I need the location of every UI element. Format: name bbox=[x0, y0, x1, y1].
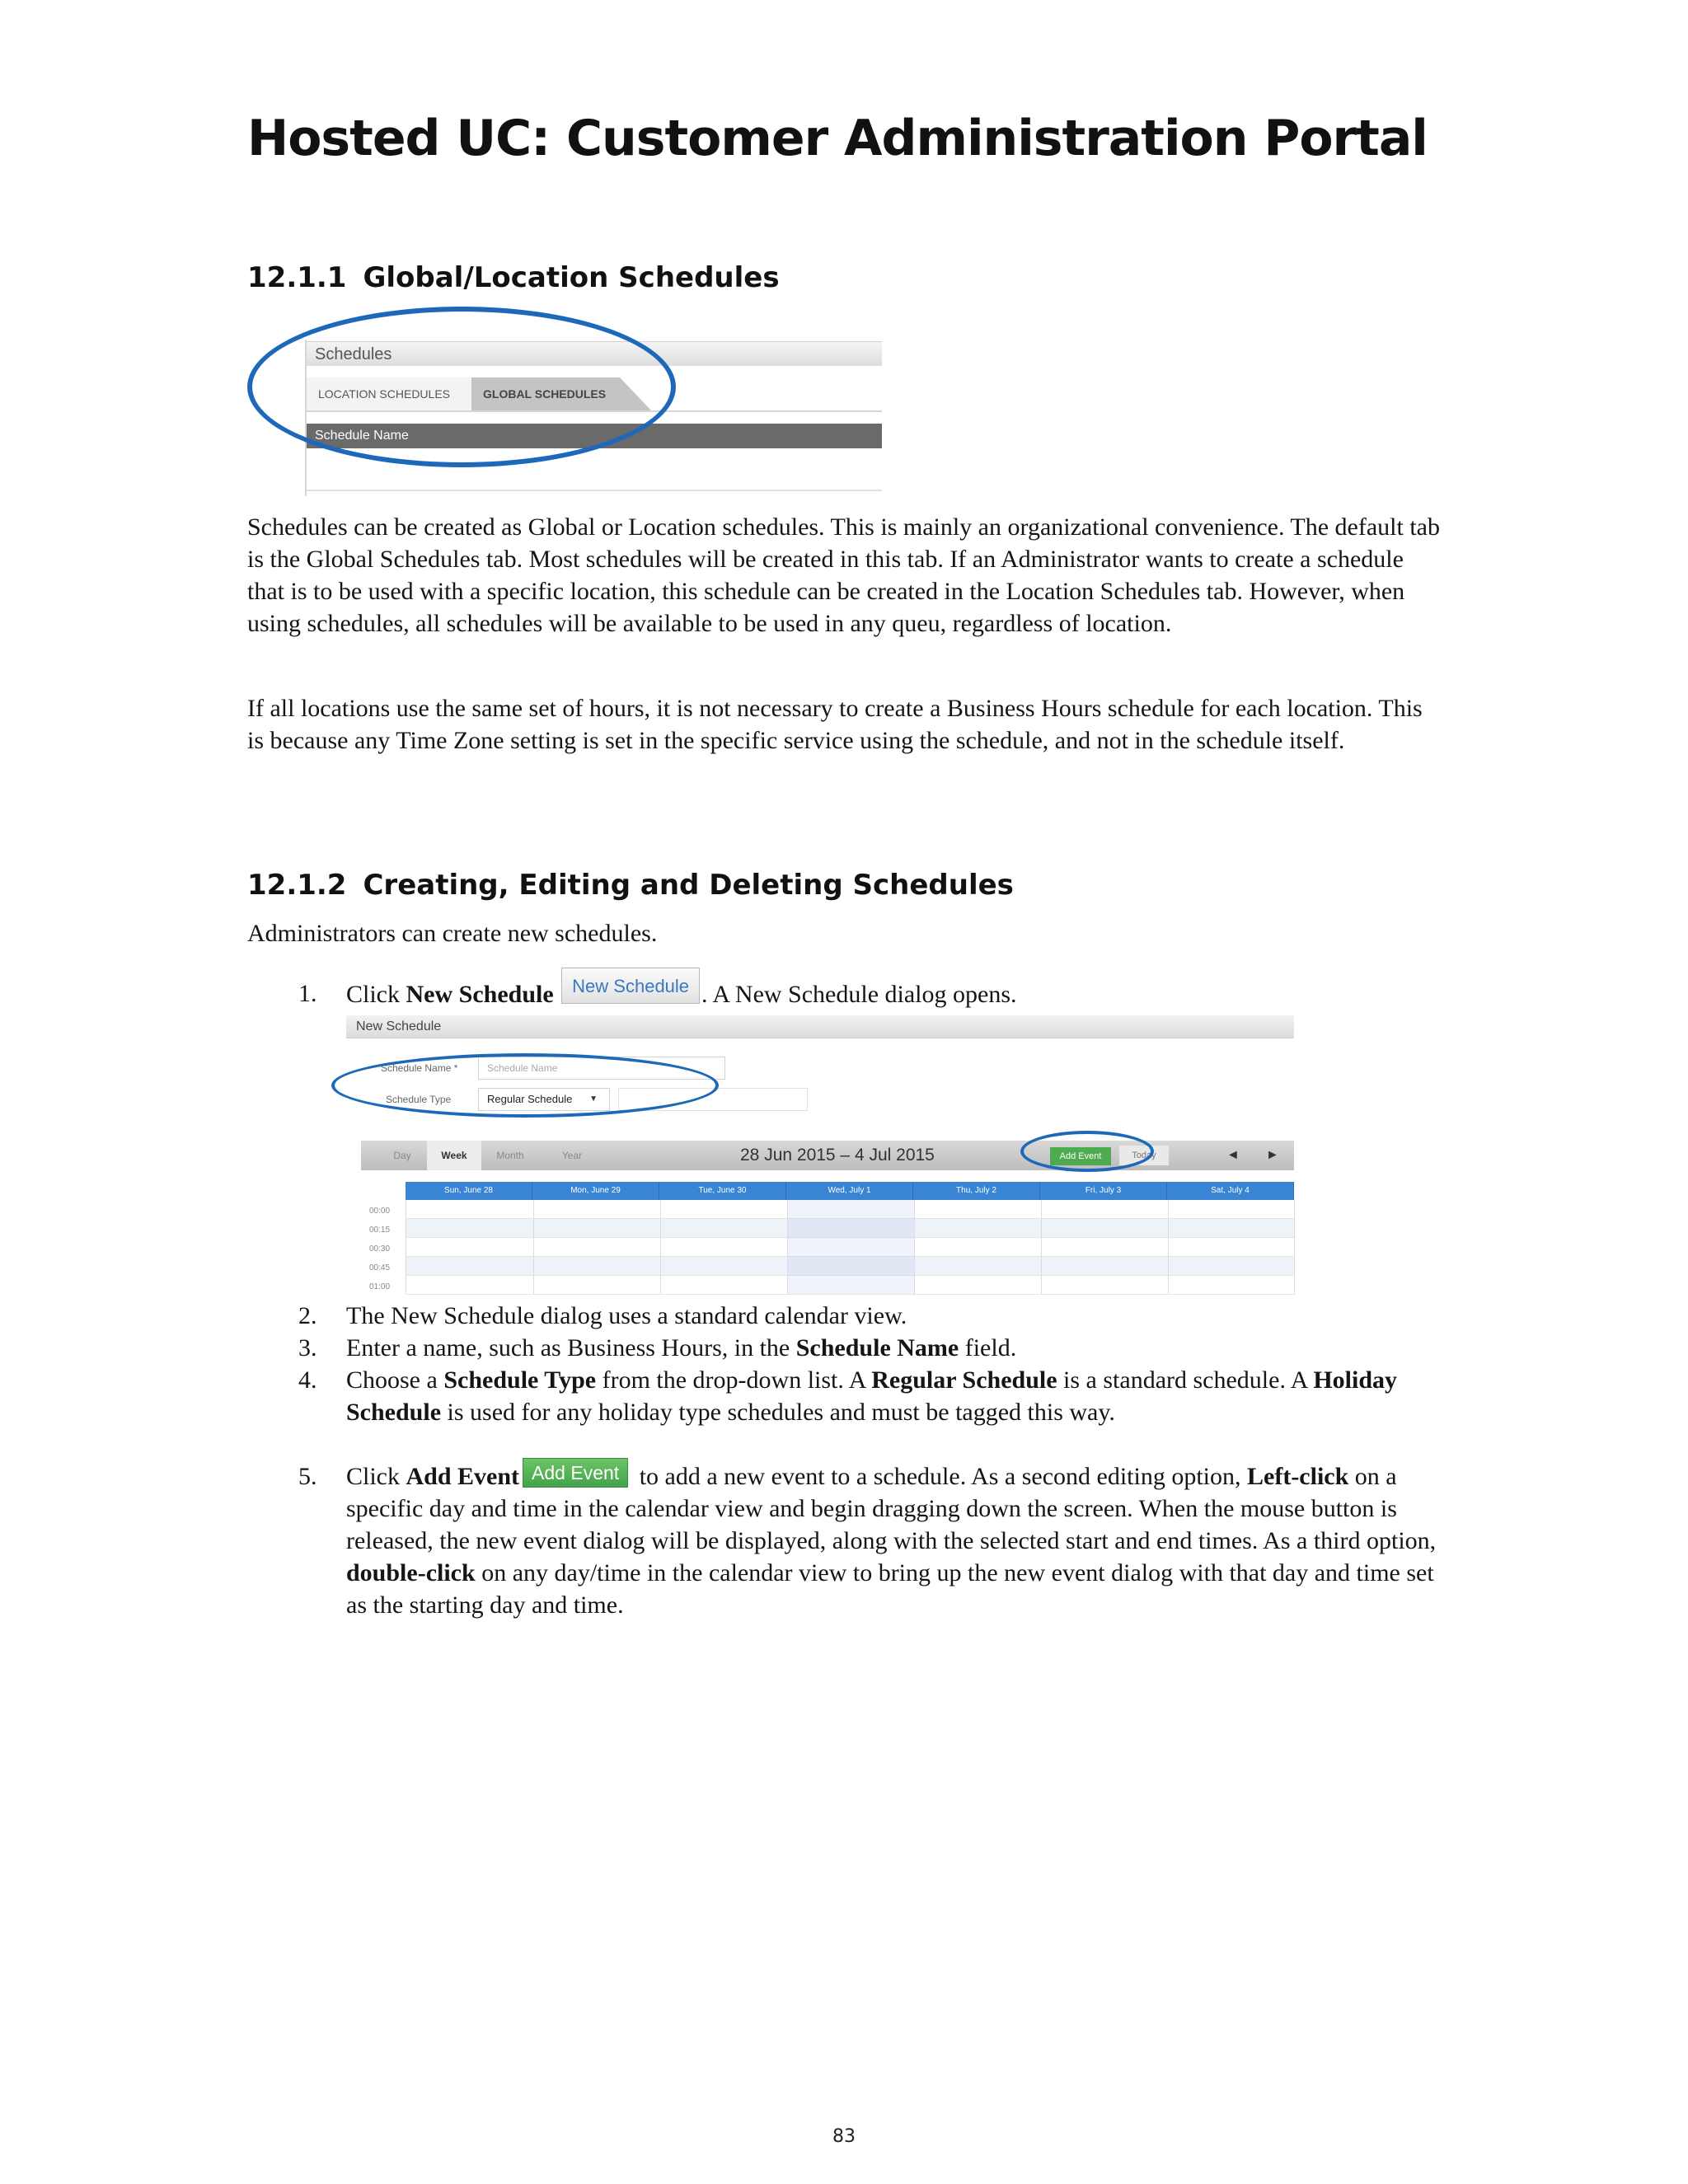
add-event-button[interactable]: Add Event bbox=[1050, 1147, 1111, 1165]
new-schedule-button[interactable]: New Schedule bbox=[561, 968, 700, 1004]
prev-icon[interactable]: ◄ bbox=[1226, 1148, 1240, 1162]
day-header: Tue, June 30 bbox=[659, 1182, 786, 1200]
section-number: 12.1.2 bbox=[247, 869, 347, 902]
schedule-type-label: Schedule Type bbox=[386, 1094, 452, 1105]
step-number: 3. bbox=[298, 1334, 317, 1361]
step-text: from the drop-down list. A bbox=[596, 1366, 872, 1394]
grid-line bbox=[533, 1200, 534, 1294]
grid-line bbox=[1168, 1200, 1169, 1294]
step-bold-text: Left-click bbox=[1247, 1463, 1349, 1490]
step-bold-text: Schedule Type bbox=[443, 1366, 597, 1394]
calendar-day-header bbox=[406, 1182, 1294, 1200]
view-year[interactable]: Year bbox=[561, 1150, 583, 1161]
schedule-name-column-header: Schedule Name bbox=[307, 424, 882, 448]
grid-line bbox=[914, 1200, 915, 1294]
day-header: Thu, July 2 bbox=[913, 1182, 1040, 1200]
page-number: 83 bbox=[832, 2126, 856, 2147]
step-bold-text: New Schedule bbox=[406, 981, 554, 1008]
step-text: to add a new event to a schedule. As a second editing option, bbox=[633, 1463, 1248, 1490]
paragraph-time-zone: If all locations use the same set of hours, it is not necessary to create a Business Hours schedule for each location. This is because any Time Zone setting is set in the specific service using the schedule, and not in the schedule itself. bbox=[247, 695, 1423, 754]
step-4 bbox=[346, 1364, 1442, 1428]
section-heading-global-location bbox=[247, 260, 780, 296]
schedules-tabs-screenshot bbox=[247, 307, 882, 498]
next-icon[interactable]: ► bbox=[1266, 1148, 1279, 1162]
day-header: Mon, June 29 bbox=[532, 1182, 659, 1200]
date-range: 28 Jun 2015 – 4 Jul 2015 bbox=[740, 1146, 935, 1165]
step-bold-text: double-click bbox=[346, 1559, 476, 1586]
highlight-oval bbox=[331, 1053, 719, 1118]
section-title: Creating, Editing and Deleting Schedules bbox=[363, 869, 1014, 902]
view-month[interactable]: Month bbox=[496, 1150, 524, 1161]
step-number: 5. bbox=[298, 1463, 317, 1490]
step-text: Enter a name, such as Business Hours, in the bbox=[346, 1334, 796, 1361]
step-number: 4. bbox=[298, 1366, 317, 1394]
step-5 bbox=[346, 1460, 1442, 1621]
step-3 bbox=[346, 1332, 1442, 1364]
day-header: Sat, July 4 bbox=[1167, 1182, 1294, 1200]
step-text: is a standard schedule. A bbox=[1057, 1366, 1314, 1394]
calendar-toolbar bbox=[361, 1141, 1294, 1170]
section-heading-creating-schedules bbox=[247, 867, 1014, 903]
section-title: Global/Location Schedules bbox=[363, 261, 780, 294]
grid-line bbox=[787, 1200, 788, 1294]
today-button[interactable]: Today bbox=[1119, 1146, 1169, 1165]
step-2: The New Schedule dialog uses a standard calendar view. bbox=[346, 1302, 907, 1329]
day-header: Fri, July 3 bbox=[1040, 1182, 1167, 1200]
time-label: 00:00 bbox=[369, 1207, 391, 1216]
highlight-oval bbox=[1020, 1131, 1154, 1172]
tab-global-schedules[interactable]: GLOBAL SCHEDULES bbox=[471, 377, 620, 410]
grid-line bbox=[1294, 1200, 1295, 1294]
view-week[interactable]: Week bbox=[427, 1141, 481, 1170]
step-bold-text: Add Event bbox=[406, 1463, 520, 1490]
step-text: on any day/time in the calendar view to bring up the new event dialog with that day and time set as the starting day and time. bbox=[346, 1559, 1434, 1619]
schedule-name-input[interactable]: Schedule Name bbox=[478, 1057, 725, 1080]
view-day[interactable]: Day bbox=[393, 1150, 411, 1161]
step-text: is used for any holiday type schedules and must be tagged this way. bbox=[441, 1399, 1115, 1426]
time-label: 01:00 bbox=[369, 1282, 391, 1291]
time-label: 00:30 bbox=[369, 1244, 391, 1254]
step-text: field. bbox=[959, 1334, 1017, 1361]
schedules-header: Schedules bbox=[307, 341, 882, 366]
section-number: 12.1.1 bbox=[247, 261, 347, 294]
highlight-oval bbox=[247, 307, 676, 467]
tab-location-schedules[interactable]: LOCATION SCHEDULES bbox=[307, 377, 471, 410]
step-number: 1. bbox=[298, 980, 317, 1007]
step-text: Click bbox=[346, 1463, 406, 1490]
time-label: 00:15 bbox=[369, 1226, 391, 1235]
step-text: Click bbox=[346, 981, 406, 1008]
step-1 bbox=[346, 977, 1442, 1014]
dialog-title: New Schedule bbox=[346, 1015, 1294, 1038]
step-text: . A New Schedule dialog opens. bbox=[701, 981, 1017, 1008]
document-title: Hosted UC: Customer Administration Portal bbox=[247, 110, 1428, 167]
step-text: on a specific day and time in the calendar view and begin dragging down the screen. When the mouse button is released, the new event dialog will be displayed, along with the selected start and end times. As a third option, bbox=[346, 1463, 1437, 1554]
step-text: Choose a bbox=[346, 1366, 444, 1394]
calendar-grid[interactable] bbox=[406, 1200, 1294, 1294]
step-number: 2. bbox=[298, 1302, 317, 1329]
step-bold-text: Schedule Name bbox=[795, 1334, 959, 1361]
table-divider bbox=[307, 490, 882, 491]
add-event-button[interactable]: Add Event bbox=[523, 1458, 628, 1488]
day-header: Wed, July 1 bbox=[786, 1182, 913, 1200]
section-intro: Administrators can create new schedules. bbox=[247, 920, 658, 947]
day-header: Sun, June 28 bbox=[406, 1182, 532, 1200]
step-bold-text: Holiday Schedule bbox=[346, 1366, 1398, 1426]
time-label: 00:45 bbox=[369, 1263, 391, 1272]
caret-down-icon: ▼ bbox=[589, 1094, 598, 1104]
current-day-column bbox=[787, 1200, 914, 1294]
grid-line bbox=[660, 1200, 661, 1294]
grid-line bbox=[1041, 1200, 1042, 1294]
selected-value: Regular Schedule bbox=[487, 1093, 573, 1105]
schedule-name-label: Schedule Name * bbox=[381, 1062, 458, 1074]
new-schedule-dialog-screenshot bbox=[346, 1015, 1294, 1300]
step-bold-text: Regular Schedule bbox=[871, 1366, 1057, 1394]
paragraph-global-location: Schedules can be created as Global or Location schedules. This is mainly an organizational convenience. The default tab is the Global Schedules tab. Most schedules will be created in this tab. If an Administrator wants to create a schedule that is to be used with a specific location, this schedule can be created in the Location Schedules tab. However, when using schedules, all schedules will be available to be used in any queu, regardless of location. bbox=[247, 513, 1441, 637]
